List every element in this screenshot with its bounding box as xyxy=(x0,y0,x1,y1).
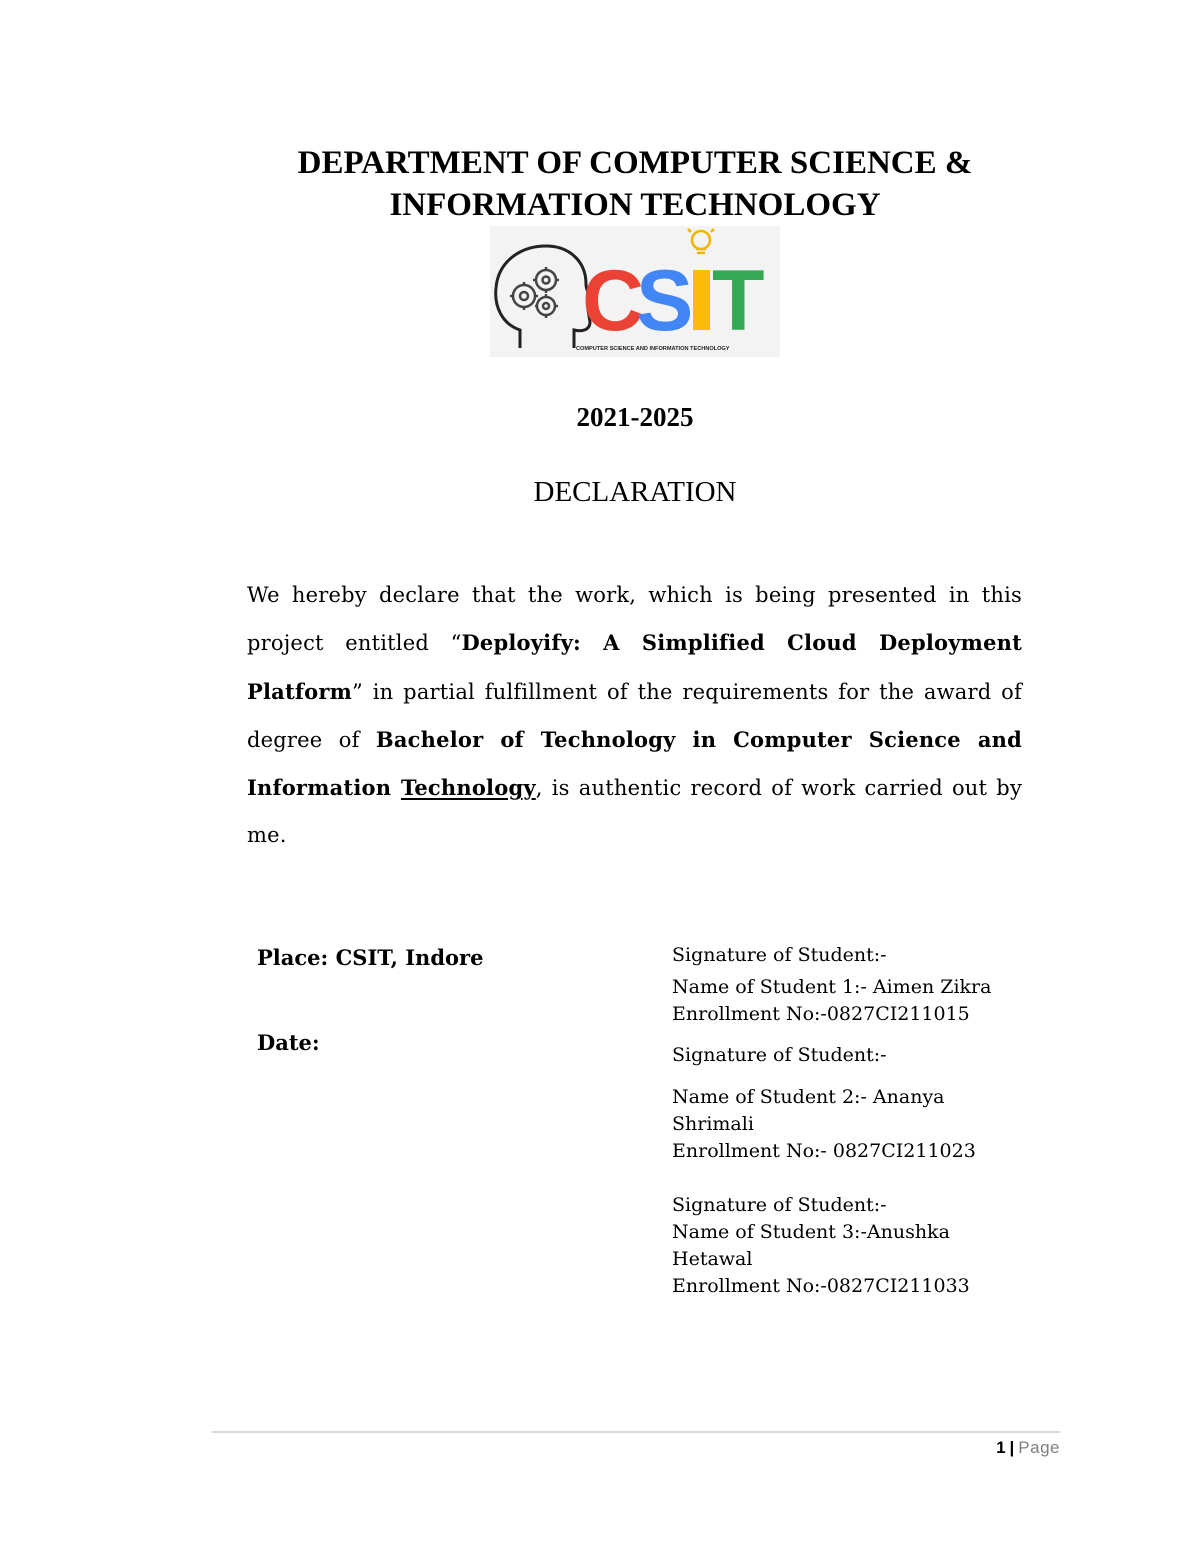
signature-label: Signature of Student:- xyxy=(672,1194,887,1216)
place-label: Place: CSIT, Indore xyxy=(257,945,484,970)
student-name: Name of Student 1:- Aimen Zikra xyxy=(672,976,992,998)
date-label: Date: xyxy=(257,1030,320,1055)
enrollment-number: Enrollment No:-0827CI211015 xyxy=(672,1003,970,1025)
declaration-text-1: We hereby declare that the work, which is being presented in this project entitled “ xyxy=(247,583,1022,656)
logo-letter-i xyxy=(693,270,710,330)
logo-tagline: COMPUTER SCIENCE AND INFORMATION TECHNOLOGY xyxy=(576,346,730,352)
signature-label: Signature of Student:- xyxy=(672,1044,887,1066)
footer-divider xyxy=(212,1431,1060,1433)
student-name-continued: Shrimali xyxy=(672,1113,754,1135)
signature-label: Signature of Student:- xyxy=(672,944,887,966)
department-title-line-1: DEPARTMENT OF COMPUTER SCIENCE & xyxy=(297,145,973,181)
gears-icon xyxy=(510,267,559,318)
page-label: Page xyxy=(1018,1438,1060,1457)
enrollment-number: Enrollment No:-0827CI211033 xyxy=(672,1275,970,1297)
declaration-paragraph xyxy=(247,572,1022,860)
logo-letter-c: C xyxy=(582,253,645,349)
session-years: 2021-2025 xyxy=(576,402,694,432)
csit-logo-graphic xyxy=(490,226,780,357)
department-title-line-2: INFORMATION TECHNOLOGY xyxy=(389,187,881,223)
student-3-block xyxy=(672,1192,1032,1300)
page-number-footer xyxy=(900,1438,1060,1458)
declaration-heading: DECLARATION xyxy=(533,476,737,508)
page-number: 1 xyxy=(996,1438,1006,1457)
logo-letter-t: T xyxy=(712,253,765,349)
enrollment-number: Enrollment No:- 0827CI211023 xyxy=(672,1140,976,1162)
student-1-block xyxy=(672,942,1032,1028)
project-title: Deployify: A Simplified Cloud Deployment Platform xyxy=(247,630,1022,704)
student-2-block xyxy=(672,1042,1032,1165)
student-name-continued: Hetawal xyxy=(672,1248,753,1270)
student-name: Name of Student 3:-Anushka xyxy=(672,1221,950,1243)
logo-letter-s: S xyxy=(636,253,694,349)
degree-name-part-2: Technology xyxy=(400,775,536,801)
declaration-text-2: ” in partial fulfillment of the requirements for the award of degree of xyxy=(247,679,1022,752)
student-name: Name of Student 2:- Ananya xyxy=(672,1086,945,1108)
degree-name-part-1: Bachelor of Technology in Computer Science and Information xyxy=(247,726,1022,801)
page-separator: | xyxy=(1009,1438,1015,1457)
lightbulb-icon xyxy=(688,229,714,253)
declaration-text-3: , is authentic record of work carried out by me. xyxy=(247,776,1023,848)
csit-logo xyxy=(490,226,780,357)
department-title xyxy=(200,142,1070,226)
